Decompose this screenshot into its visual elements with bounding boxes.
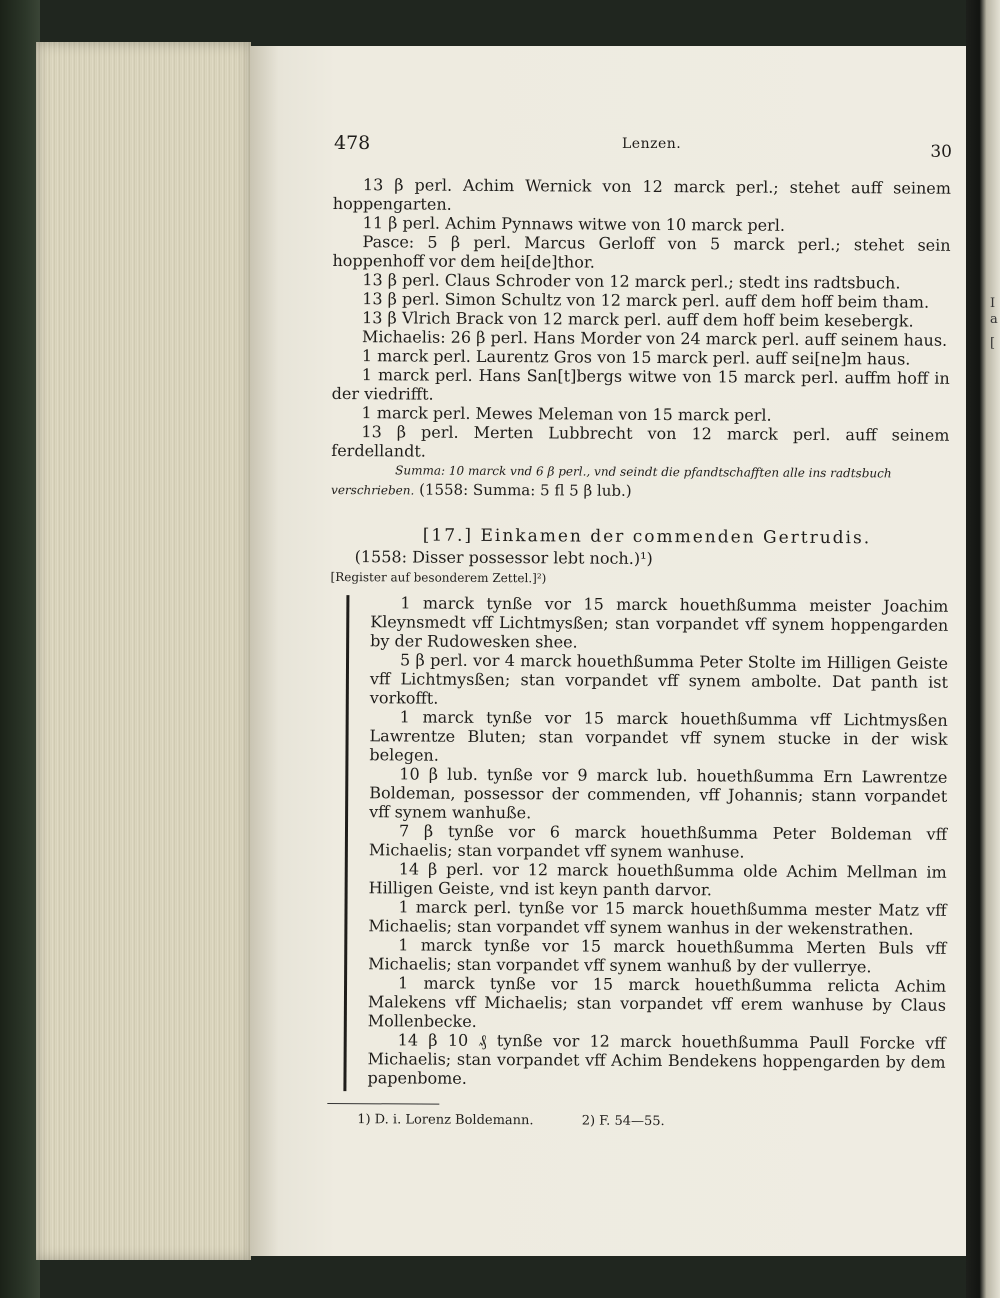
summa-line [331, 460, 949, 504]
register-entry: 10 β lub. tynße vor 9 marck lub. houethßumma Ern Lawrentze Boldeman, possessor der commenden, vff Johannis; stann vorpandet vff synem wanhuße. [369, 764, 948, 823]
register-entry: 1 marck tynße vor 15 marck houethßumma relicta Achim Malekens vff Michaelis; stan vorpandet vff erem wanhuse by Claus Mollenbecke. [367, 973, 947, 1031]
register-entry: 7 β tynße vor 6 marck houethßumma Peter Boldeman vff Michaelis; stan vorpandet vff synem wanhuse. [368, 821, 948, 862]
facing-page-letter: a [990, 312, 998, 327]
page-body [327, 175, 951, 1133]
page-stack-edge [36, 42, 251, 1260]
facing-page-letter: I [990, 296, 996, 311]
entry: 13 β perl. Achim Wernick von 12 marck perl.; stehet auff seinem hoppengarten. [332, 175, 951, 214]
summa-plain: (1558: Summa: 5 fl 5 β lub.) [419, 480, 632, 500]
entry: 1 marck perl. Hans San[t]bergs witwe von 15 marck perl. auffm hoff in der viedrifft. [331, 365, 950, 404]
page-number: 478 [334, 132, 371, 154]
entry: Michaelis: 26 β perl. Hans Morder von 24 marck perl. auff seinem haus. [361, 327, 948, 350]
register-entry: 5 β perl. vor 4 marck houethßumma Peter Stolte im Hilligen Geiste vff Lichtmysßen; stan vorpandet vff synem ambolte. Dat panth ist vorkofft. [369, 650, 949, 708]
entry: 13 β perl. Merten Lubbrecht von 12 marck perl. auff seinem ferdellandt. [331, 422, 950, 461]
entry: 13 β perl. Simon Schultz von 12 marck perl. auff dem hoff beim tham. [362, 289, 930, 312]
footnote-rule [327, 1103, 439, 1105]
register-entry: 14 β 10 ₰ tynße vor 12 marck houethßumma Paull Forcke vff Michaelis; stan vorpandet vff Achim Bendekens hoppengarden by dem papenbome. [367, 1030, 946, 1088]
page-header [334, 130, 952, 162]
section-note: (1558: Disser possessor lebt noch.)¹) [354, 547, 653, 568]
footnotes [327, 1110, 945, 1133]
entry: 13 β Vlrich Brack von 12 marck perl. auff dem hoff beim kesebergk. [362, 308, 914, 331]
entry: Pasce: 5 β perl. Marcus Gerloff von 5 marck perl.; stehet sein hoppenhoff vor dem hei[de]thor. [332, 232, 951, 272]
section-heading: [17.] Einkamen der commenden Gertrudis. [422, 525, 872, 549]
register-entry: 1 marck tynße vor 15 marck houethßumma Merten Buls vff Michaelis; stan vorpandet vff synem wanhuß by der vullerrye. [368, 935, 947, 977]
entry: 1 marck perl. Laurentz Gros von 15 marck perl. auff sei[ne]m haus. [361, 346, 911, 369]
register-margin-bar [343, 595, 349, 1091]
book-cover-right [966, 0, 1000, 1298]
running-head: Lenzen. [622, 136, 682, 152]
register-entry: 1 marck tynße vor 15 marck houethßumma vff Lichtmysßen Lawrentze Bluten; stan vorpandet vff synem stucke in der wisk belegen. [369, 707, 948, 765]
margin-number: 30 [930, 142, 952, 162]
summa-italic: Summa: 10 marck vnd 6 β perl., vnd seindt die pfandtschafften alle ins radtsbuch verschrieben. [331, 463, 892, 498]
register-entry: 1 marck perl. tynße vor 15 marck houethßumma mester Matz vff Michaelis; stan vorpandet vff synem wanhus in der wekenstrathen. [368, 897, 947, 939]
book-cover-left [0, 0, 40, 1298]
register-block [327, 593, 948, 1091]
register-entry: 14 β perl. vor 12 marck houethßumma olde Achim Mellman im Hilligen Geiste, vnd ist keyn panth darvor. [368, 859, 947, 900]
entry: 13 β perl. Claus Schroder von 12 marck perl.; stedt ins radtsbuch. [362, 270, 901, 293]
register-entry: 1 marck tynße vor 15 marck houethßumma meister Joachim Kleynsmedt vff Lichtmysßen; stan vorpandet vff synem hoppengarden by der Rudowesken shee. [370, 593, 949, 652]
entry: 11 β perl. Achim Pynnaws witwe von 10 marck perl. [362, 213, 785, 235]
facing-page-letter: [ [990, 336, 996, 351]
footnote: 1) D. i. Lorenz Boldemann. [357, 1112, 534, 1129]
entry: 1 marck perl. Mewes Meleman von 15 marck perl. [361, 403, 772, 425]
footnote: 2) F. 54—55. [581, 1113, 665, 1130]
register-note: [Register auf besonderem Zettel.]²) [330, 569, 547, 586]
